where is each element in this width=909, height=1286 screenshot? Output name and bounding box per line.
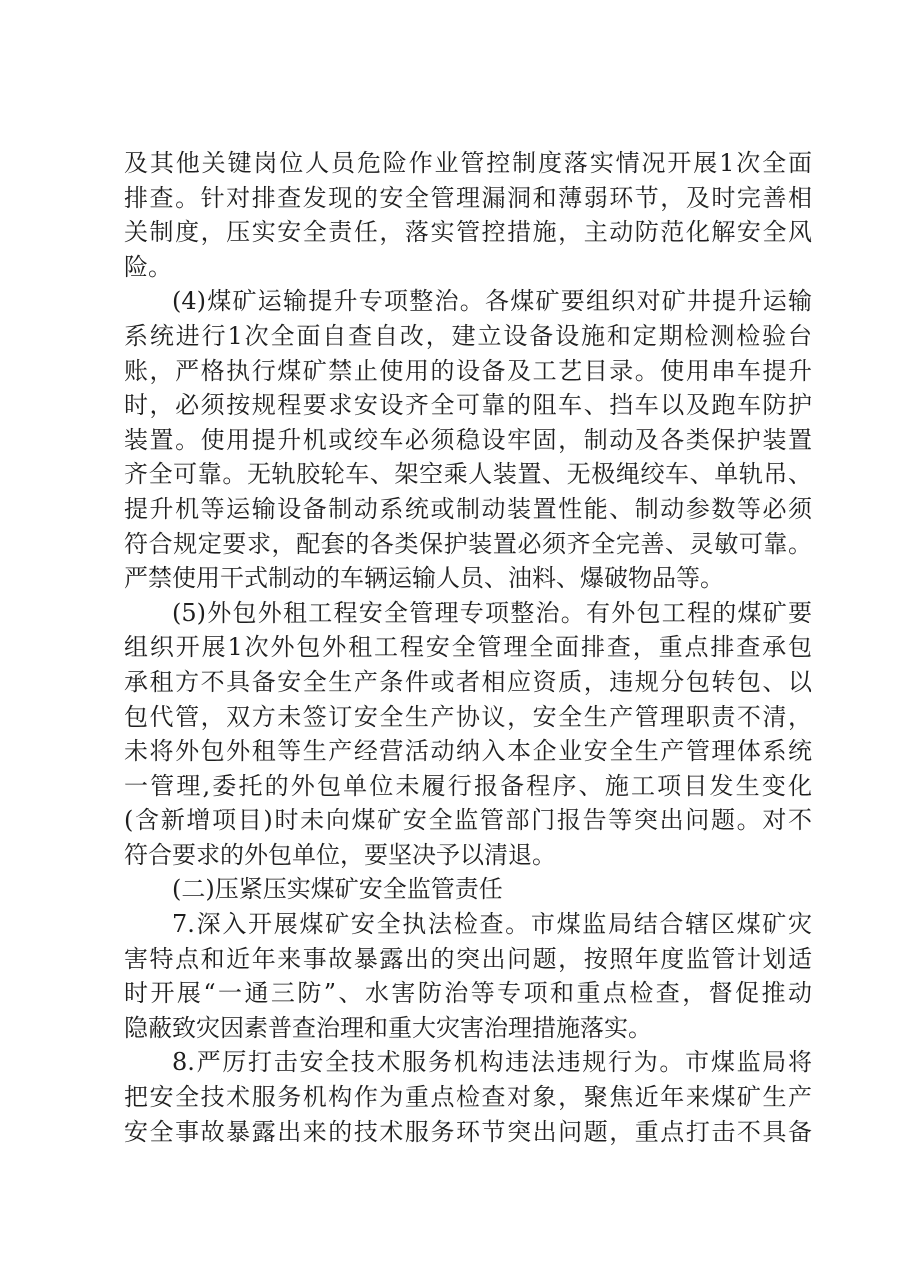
text-line: 承租方不具备安全生产条件或者相应资质，违规分包转包、以	[124, 667, 812, 696]
text-line: 严禁使用干式制动的车辆运输人员、油料、爆破物品等。	[124, 564, 724, 593]
text-line: (二)压紧压实煤矿安全监管责任	[172, 875, 503, 904]
text-line: 系统进行1次全面自查自改，建立设备设施和定期检测检验台	[124, 321, 812, 350]
text-line: 提升机等运输设备制动系统或制动装置性能、制动参数等必须	[124, 494, 812, 523]
text-line: 险。	[124, 252, 172, 281]
text-line: 账，严格执行煤矿禁止使用的设备及工艺目录。使用串车提升	[124, 356, 812, 385]
text-line: (5)外包外租工程安全管理专项整治。有外包工程的煤矿要	[172, 598, 812, 627]
text-line: 包代管，双方未签订安全生产协议，安全生产管理职责不清，	[124, 702, 812, 731]
text-line: 把安全技术服务机构作为重点检查对象，聚焦近年来煤矿生产	[124, 1083, 812, 1112]
text-line: 齐全可靠。无轨胶轮车、架空乘人装置、无极绳绞车、单轨吊、	[124, 460, 812, 489]
text-line: 及其他关键岗位人员危险作业管控制度落实情况开展1次全面	[124, 149, 812, 177]
text-line: 符合要求的外包单位，要坚决予以清退。	[124, 840, 556, 869]
text-line: (4)煤矿运输提升专项整治。各煤矿要组织对矿井提升运输	[172, 287, 812, 316]
text-line: 7.深入开展煤矿安全执法检查。市煤监局结合辖区煤矿灾	[172, 910, 812, 939]
text-line: 符合规定要求，配套的各类保护装置必须齐全完善、灵敏可靠。	[124, 529, 812, 558]
text-line: 未将外包外租等生产经营活动纳入本企业安全生产管理体系统	[124, 737, 812, 766]
document-body	[124, 146, 812, 1149]
text-line: 装置。使用提升机或绞车必须稳设牢固，制动及各类保护装置	[124, 425, 812, 454]
text-line: 8.严厉打击安全技术服务机构违法违规行为。市煤监局将	[172, 1048, 812, 1077]
text-line: 安全事故暴露出来的技术服务环节突出问题，重点打击不具备	[124, 1117, 812, 1146]
text-line: 组织开展1次外包外租工程安全管理全面排查，重点排查承包	[124, 633, 812, 662]
text-line: 关制度，压实安全责任，落实管控措施，主动防范化解安全风	[124, 218, 812, 247]
text-line: 害特点和近年来事故暴露出的突出问题，按照年度监管计划适	[124, 944, 812, 973]
text-line: (含新增项目)时未向煤矿安全监管部门报告等突出问题。对不	[124, 806, 812, 835]
text-line: 时，必须按规程要求安设齐全可靠的阻车、挡车以及跑车防护	[124, 391, 812, 420]
text-line: 排查。针对排查发现的安全管理漏洞和薄弱环节，及时完善相	[124, 183, 812, 212]
text-line: 时开展“一通三防”、水害防治等专项和重点检查，督促推动	[124, 979, 812, 1008]
text-line: 隐蔽致灾因素普查治理和重大灾害治理措施落实。	[124, 1013, 652, 1042]
text-line: 一管理,委托的外包单位未履行报备程序、施工项目发生变化	[124, 771, 812, 800]
